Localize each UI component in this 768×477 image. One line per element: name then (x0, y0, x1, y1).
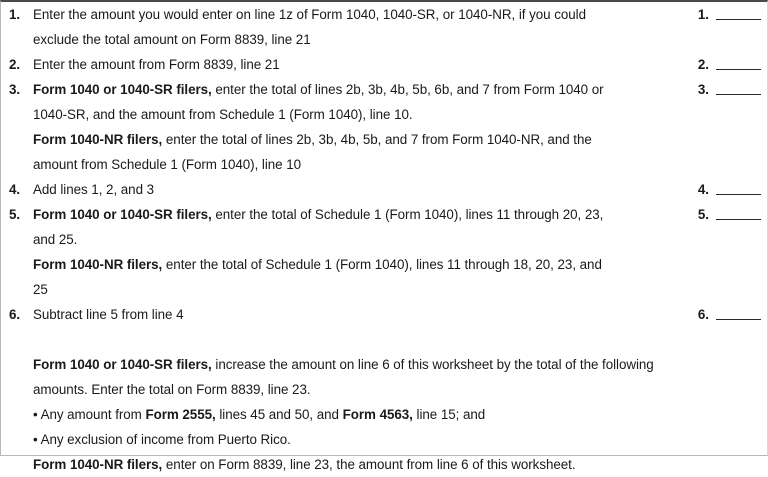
body-text: • Any amount from (33, 407, 146, 422)
worksheet-line (1, 2, 767, 27)
worksheet-line (1, 352, 767, 377)
worksheet-line (1, 102, 767, 127)
worksheet-line (1, 227, 767, 252)
line-text (33, 302, 677, 327)
worksheet-line (1, 127, 767, 152)
line-text (33, 152, 677, 177)
body-text: increase the amount on line 6 of this worksheet by the total of the following (211, 357, 654, 372)
body-text: amount from Schedule 1 (Form 1040), line 10 (33, 157, 302, 172)
body-text: Add lines 1, 2, and 3 (33, 182, 155, 197)
line-text (33, 402, 677, 427)
worksheet-line (1, 452, 767, 477)
worksheet-line (1, 302, 767, 327)
body-text: enter the total of Schedule 1 (Form 1040), lines 11 through 18, 20, 23, and (162, 257, 602, 272)
emphasis-text: Form 2555, (145, 407, 216, 422)
answer-blank-field[interactable] (716, 94, 761, 95)
line-text (33, 177, 677, 202)
worksheet-line (1, 202, 767, 227)
line-number: 4. (9, 182, 20, 197)
emphasis-text: Form 4563, (342, 407, 413, 422)
body-text: 25 (33, 282, 48, 297)
line-text (33, 52, 677, 77)
body-text: Subtract line 5 from line 4 (33, 307, 184, 322)
emphasis-text: Form 1040-NR filers, (33, 257, 163, 272)
body-text: enter the total of Schedule 1 (Form 1040), lines 11 through 20, 23, (211, 207, 604, 222)
line-number: 3. (9, 82, 20, 97)
worksheet-line (1, 327, 767, 352)
line-text (33, 77, 677, 102)
worksheet-line (1, 252, 767, 277)
body-text: Enter the amount you would enter on line 1z of Form 1040, 1040-SR, or 1040-NR, if you could (33, 7, 586, 22)
answer-blank-field[interactable] (716, 69, 761, 70)
line-text (33, 452, 677, 477)
answer-blank-field[interactable] (716, 319, 761, 320)
emphasis-text: Form 1040-NR filers, (33, 457, 163, 472)
body-text: lines 45 and 50, and (215, 407, 343, 422)
line-number: 6. (9, 307, 20, 322)
body-text: enter the total of lines 2b, 3b, 4b, 5b, and 7 from Form 1040-NR, and the (162, 132, 592, 147)
emphasis-text: Form 1040 or 1040-SR filers, (33, 357, 212, 372)
body-text: enter the total of lines 2b, 3b, 4b, 5b, 6b, and 7 from Form 1040 or (211, 82, 604, 97)
line-text (33, 202, 677, 227)
body-text: amounts. Enter the total on Form 8839, line 23. (33, 382, 311, 397)
worksheet-line (1, 427, 767, 452)
body-text: • Any exclusion of income from Puerto Rico. (33, 432, 291, 447)
body-text: and 25. (33, 232, 78, 247)
answer-line-number: 6. (697, 307, 709, 322)
body-text: 1040-SR, and the amount from Schedule 1 (Form 1040), line 10. (33, 107, 413, 122)
line-text (33, 127, 677, 152)
body-text: line 15; and (412, 407, 486, 422)
worksheet-line (1, 52, 767, 77)
line-text (33, 227, 677, 252)
line-text (33, 102, 677, 127)
line-text (33, 27, 677, 52)
body-text: enter on Form 8839, line 23, the amount from line 6 of this worksheet. (162, 457, 576, 472)
line-number: 2. (9, 57, 20, 72)
answer-blank-field[interactable] (716, 219, 761, 220)
answer-line-number: 2. (697, 57, 709, 72)
emphasis-text: Form 1040-NR filers, (33, 132, 163, 147)
worksheet-line (1, 27, 767, 52)
line-text (33, 2, 677, 27)
worksheet-line (1, 152, 767, 177)
line-text (33, 377, 677, 402)
answer-blank-field[interactable] (716, 194, 761, 195)
worksheet-line (1, 177, 767, 202)
line-text (33, 352, 677, 377)
answer-line-number: 5. (697, 207, 709, 222)
answer-line-number: 3. (697, 82, 709, 97)
answer-line-number: 1. (697, 7, 709, 22)
answer-blank-field[interactable] (716, 19, 761, 20)
answer-line-number: 4. (697, 182, 709, 197)
body-text: exclude the total amount on Form 8839, line 21 (33, 32, 311, 47)
line-text (33, 277, 677, 302)
line-number: 5. (9, 207, 20, 222)
emphasis-text: Form 1040 or 1040-SR filers, (33, 82, 212, 97)
line-text (33, 252, 677, 277)
worksheet-line (1, 77, 767, 102)
line-text (33, 427, 677, 452)
worksheet-lines (1, 2, 767, 477)
emphasis-text: Form 1040 or 1040-SR filers, (33, 207, 212, 222)
body-text: Enter the amount from Form 8839, line 21 (33, 57, 280, 72)
worksheet-line (1, 377, 767, 402)
worksheet-line (1, 402, 767, 427)
line-number: 1. (9, 7, 20, 22)
worksheet-line (1, 277, 767, 302)
